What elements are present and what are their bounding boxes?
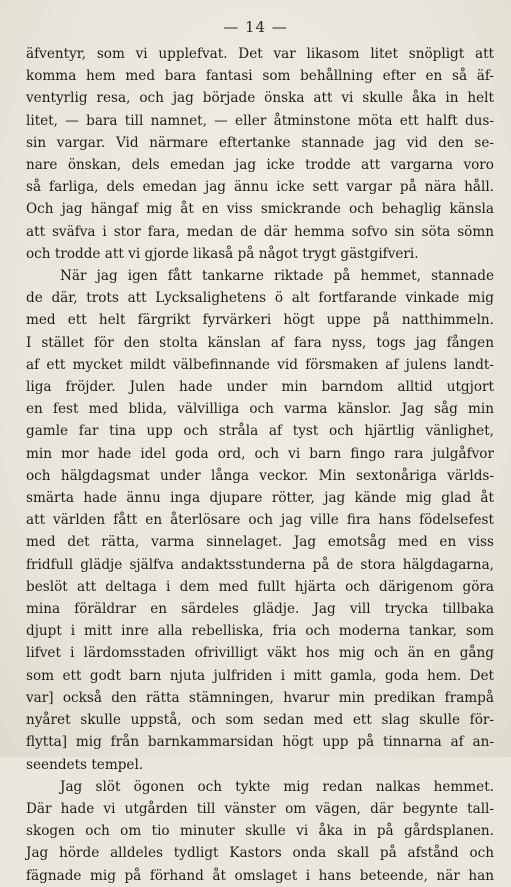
- text-line: Jag slöt ögonen och tykte mig redan nalkas hemmet.: [60, 778, 494, 795]
- text-line: en fest med blida, välvilliga och varma känslor. Jag såg min: [26, 401, 494, 418]
- text-line: med ett helt färgrikt fyrvärkeri högt uppe på natthimmeln.: [26, 312, 494, 329]
- text-line: nyåret skulle uppstå, och som sedan med ett slag skulle för-: [26, 712, 494, 729]
- text-line: att världen fått en återlösare och jag ville fira hans födelsefest: [26, 512, 494, 529]
- text-line: seendets tempel.: [26, 756, 144, 773]
- text-line: nare önskan, dels emedan jag icke trodde att vargarna voro: [26, 157, 494, 174]
- text-line: liga fröjder. Julen hade under min barndom alltid utgjort: [26, 379, 494, 396]
- text-line: och trodde att vi gjorde likaså på något trygt gästgifveri.: [26, 245, 419, 262]
- text-line: skogen och om tio minuter skulle vi åka in på gårdsplanen.: [26, 823, 494, 840]
- text-line: litet, — bara till namnet, — eller åtminstone möta ett halft dus-: [26, 112, 494, 129]
- text-line: med det rätta, varma sinnelaget. Jag emotsåg med en viss: [26, 534, 494, 551]
- text-line: var] också den rätta stämningen, hvarur min predikan frampå: [26, 689, 494, 706]
- text-line: ventyrlig resa, och jag började önska att vi skulle åka in helt: [26, 90, 494, 107]
- text-line: sin vargar. Vid närmare eftertanke stannade jag vid den se-: [26, 134, 494, 151]
- text-line: Och jag hängaf mig åt en viss smickrande och behaglig känsla: [26, 201, 494, 218]
- text-line: djupt i mitt inre alla rebelliska, fria och moderna tankar, som: [26, 623, 494, 640]
- text-line: I stället för den stolta känslan af fara nyss, togs jag fången: [26, 334, 494, 351]
- text-line: så farliga, dels emedan jag ännu icke sett vargar på nära håll.: [26, 179, 494, 196]
- text-line: Där hade vi utgården till vänster om vägen, där begynte tall-: [26, 800, 494, 817]
- text-line: mina föräldrar en särdeles glädje. Jag vill trycka tillbaka: [26, 601, 494, 618]
- page-number: — 14 —: [223, 18, 288, 36]
- text-line: af ett mycket mildt välbefinnande vid försmaken af julens landt-: [26, 356, 494, 373]
- text-line: och hälgdagsmat under långa veckor. Min sextonåriga världs-: [26, 467, 494, 484]
- text-line: att sväfva i stor fara, medan de där hemma sofvo sin söta sömn: [26, 223, 494, 240]
- text-line: min mor hade idel goda ord, och vi barn fingo rara julgåfvor: [26, 445, 494, 462]
- text-line: gamle far tina upp och stråla af tyst och hjärtlig vänlighet,: [26, 423, 494, 440]
- text-line: fägnade mig på förhand åt omslaget i hans beteende, när han: [26, 867, 494, 884]
- text-line: När jag igen fått tankarne riktade på hemmet, stannade: [60, 268, 494, 285]
- text-line: äfventyr, som vi upplefvat. Det var likasom litet snöpligt att: [26, 46, 494, 62]
- text-line: de där, trots att Lycksalighetens ö alt fortfarande vinkade mig: [26, 290, 494, 307]
- text-line: lifvet i lärdomsstaden ofrivilligt väkt hos mig och än en gång: [26, 645, 494, 662]
- text-line: beslöt att deltaga i dem med fullt hjärta och därigenom göra: [26, 578, 494, 595]
- text-line: Jag hörde alldeles tydligt Kastors onda skall på afstånd och: [26, 845, 494, 862]
- text-line: smärta hade ännu inga djupare rötter, jag kände mig glad åt: [26, 490, 494, 507]
- text-line: flytta] mig från barnkammarsidan högt upp på tinnarna af an-: [26, 734, 494, 751]
- body-text: [26, 43, 494, 887]
- text-line: komma hem med bara fantasi som behållning efter en så äf-: [26, 68, 494, 85]
- text-line: fridfull glädje själfva andaktsstunderna på de stora hälgdagarna,: [26, 556, 494, 573]
- text-line: som ett godt barn njuta julfriden i mitt gamla, goda hem. Det: [26, 667, 494, 684]
